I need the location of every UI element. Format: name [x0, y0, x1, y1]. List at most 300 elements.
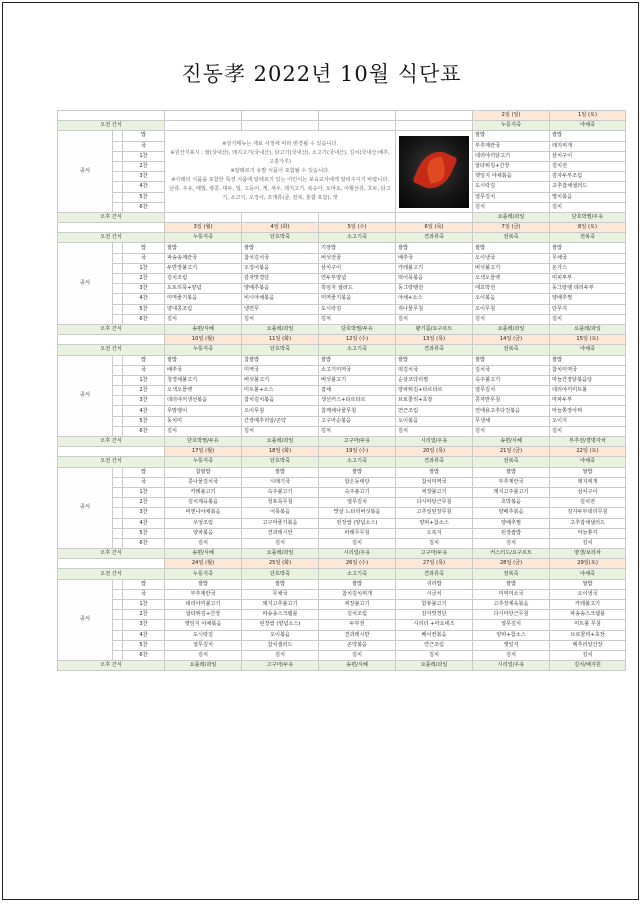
menu-cell: 도시락김: [473, 182, 550, 192]
meal-row: [58, 263, 626, 273]
menu-cell: 마늘간장닭볶음탕: [550, 375, 626, 385]
menu-cell: 쌀밥: [473, 579, 550, 589]
meal-label: 중식: [58, 467, 113, 549]
afternoon-snack-cell: 팥기름/요구르트: [396, 324, 473, 334]
dish-label: 국: [123, 365, 165, 375]
menu-cell: 부추계란국: [165, 589, 242, 599]
menu-cell: 도시락김: [319, 304, 396, 314]
afternoon-snack-cell: 시리얼/우유: [319, 549, 396, 559]
menu-cell: 찌장불고기: [319, 600, 396, 610]
dish-label: 6찬: [123, 650, 165, 660]
meal-row: [58, 518, 626, 528]
menu-cell: 멸치볶음: [550, 192, 626, 202]
afternoon-snack-cell: 요플레/과일: [242, 324, 319, 334]
morning-snack-cell: 단호박죽: [242, 569, 319, 579]
notice-line: ※원산지표시 : 쌀(국내산), 돼지고기(국내산), 닭고기(국내산), 소고기(국내산), 김치(국내산:배추, 고춧가루): [170, 150, 390, 166]
menu-cell: 감자맛경단: [242, 274, 319, 284]
menu-cell: 무채국: [242, 589, 319, 599]
menu-cell: 쌀밥: [473, 131, 550, 141]
date-cell: 2일 (일): [473, 111, 550, 121]
afternoon-snack-cell: 요플레/과일: [165, 661, 242, 671]
morning-snack-cell: 전복죽: [473, 345, 550, 355]
menu-cell: 배추국: [396, 253, 473, 263]
menu-cell: 순살코다리찜: [396, 375, 473, 385]
morning-snack-label: 오전 간식: [58, 457, 165, 467]
date-row-label: [58, 335, 165, 345]
menu-cell: 오이지: [550, 416, 626, 426]
meal-label: 중식: [58, 355, 113, 437]
afternoon-snack-label: 오후 간식: [58, 212, 165, 222]
meal-label: 중식: [58, 579, 113, 661]
menu-cell: 단무지: [550, 304, 626, 314]
morning-snack-cell: 누룽지죽: [165, 457, 242, 467]
dish-label: 2찬: [123, 386, 165, 396]
date-row-label: [58, 447, 165, 457]
row-spacer: [113, 386, 123, 396]
afternoon-snack-cell: 시리얼/우유: [396, 437, 473, 447]
menu-cell: 참치샐러드: [242, 640, 319, 650]
dish-label: 국: [123, 589, 165, 599]
row-spacer: [113, 640, 123, 650]
menu-cell: 파송송스크램블: [242, 610, 319, 620]
morning-snack-cell: [396, 121, 473, 131]
menu-cell: 쌀밥: [473, 467, 550, 477]
dish-label: 밥: [123, 467, 165, 477]
menu-cell: 김치: [396, 314, 473, 324]
menu-cell: 함봉불고기: [396, 600, 473, 610]
afternoon-snack-cell: 송편/식혜: [165, 549, 242, 559]
date-cell: 5일 (수): [319, 223, 396, 233]
row-spacer: [113, 314, 123, 324]
meal-row: [58, 304, 626, 314]
menu-cell: 김치: [473, 650, 550, 660]
morning-snack-cell: 누룽지죽: [165, 233, 242, 243]
afternoon-snack-cell: 요플레/과일: [396, 661, 473, 671]
afternoon-snack-cell: 커스터드/요구르트: [473, 549, 550, 559]
dish-label: 2찬: [123, 498, 165, 508]
menu-cell: 파래무무침: [319, 528, 396, 538]
menu-cell: 생선커스+타르타르: [319, 396, 396, 406]
afternoon-snack-row: [58, 212, 626, 222]
menu-cell: 김치전: [550, 498, 626, 508]
menu-cell: 도토리묵+양념: [165, 284, 242, 294]
row-spacer: [113, 263, 123, 273]
morning-snack-row: [58, 457, 626, 467]
row-spacer: [113, 294, 123, 304]
menu-cell: 쌀밥: [242, 579, 319, 589]
menu-cell: 동그랑땡 데리두부: [550, 284, 626, 294]
menu-cell: 오이냉국: [550, 589, 626, 599]
menu-cell: 김치: [550, 202, 626, 212]
menu-cell: 데리야끼닭고기: [473, 151, 550, 161]
menu-cell: 열무김치: [319, 498, 396, 508]
dish-label: 5찬: [123, 640, 165, 650]
menu-cell: 마늘쫑장아찌: [550, 406, 626, 416]
menu-cell: 된장쌈 (양념소스): [242, 620, 319, 630]
afternoon-snack-cell: 고구마/두유: [396, 549, 473, 559]
menu-cell: 삼치구이: [550, 151, 626, 161]
menu-cell: 김치: [319, 426, 396, 436]
menu-cell: 참치김치볶음: [242, 396, 319, 406]
menu-cell: 오이무침: [242, 406, 319, 416]
menu-cell: 고구마순볶음: [319, 416, 396, 426]
menu-cell: 김치: [473, 314, 550, 324]
date-row: [58, 111, 626, 121]
menu-cell: 쌀밥: [319, 355, 396, 365]
menu-cell: 쌀밥: [473, 243, 550, 253]
row-spacer: [113, 416, 123, 426]
menu-cell: 메추리알간장: [550, 640, 626, 650]
dish-label: 국: [123, 477, 165, 487]
dish-label: 1찬: [123, 263, 165, 273]
morning-snack-cell: 견과류죽: [396, 345, 473, 355]
menu-cell: 양배추찜: [550, 294, 626, 304]
menu-cell: 고추잡채샐러드: [550, 518, 626, 528]
afternoon-snack-cell: 고구마/두유: [242, 661, 319, 671]
afternoon-snack-cell: 요플레/과일: [473, 324, 550, 334]
dish-label: 1찬: [123, 600, 165, 610]
menu-cell: 버섯불고기: [319, 375, 396, 385]
afternoon-snack-row: [58, 437, 626, 447]
dish-label: 3찬: [123, 620, 165, 630]
meal-row: [58, 467, 626, 477]
menu-cell: 김치국: [473, 365, 550, 375]
date-cell: 1일 (토): [550, 111, 626, 121]
row-spacer: [113, 630, 123, 640]
row-spacer: [113, 192, 123, 202]
meal-row: [58, 508, 626, 518]
menu-cell: 된장쌈밥: [473, 528, 550, 538]
allergy-notice: [165, 131, 396, 213]
morning-snack-label: 오전 간식: [58, 345, 165, 355]
row-spacer: [113, 161, 123, 171]
dish-label: 2찬: [123, 610, 165, 620]
dish-label: 5찬: [123, 192, 165, 202]
menu-cell: 김치: [396, 650, 473, 660]
menu-cell: 부추계란국: [473, 141, 550, 151]
menu-cell: 참깨채나물무침: [319, 406, 396, 416]
meal-row: [58, 131, 626, 141]
date-cell: [165, 111, 242, 121]
menu-cell: 고추잡채샐러드: [550, 182, 626, 192]
afternoon-snack-cell: [165, 212, 242, 222]
row-spacer: [113, 477, 123, 487]
morning-snack-cell: 전복죽: [473, 457, 550, 467]
menu-cell: 김치: [165, 426, 242, 436]
afternoon-snack-label: 오후 간식: [58, 549, 165, 559]
dish-label: 1찬: [123, 487, 165, 497]
afternoon-snack-cell: 송편/식혜: [473, 437, 550, 447]
menu-cell: 돼지고추불고기: [242, 600, 319, 610]
date-cell: 20일 (목): [396, 447, 473, 457]
menu-cell: 오색오믈렛: [473, 274, 550, 284]
morning-snack-cell: 소고기죽: [319, 233, 396, 243]
menu-cell: 버섯전골: [319, 253, 396, 263]
morning-snack-cell: 전복죽: [550, 233, 626, 243]
morning-snack-cell: 견과류죽: [396, 233, 473, 243]
menu-cell: 김치: [165, 314, 242, 324]
menu-cell: 미트볼 무침: [550, 620, 626, 630]
meal-row: [58, 243, 626, 253]
menu-cell: 삼치구이: [319, 263, 396, 273]
meal-label: 중식: [58, 131, 113, 213]
meal-row: [58, 294, 626, 304]
row-spacer: [113, 131, 123, 141]
afternoon-snack-cell: 단호박찜/두유: [319, 324, 396, 334]
row-spacer: [113, 253, 123, 263]
menu-cell: 잡채: [319, 386, 396, 396]
menu-cell: 김치: [242, 426, 319, 436]
afternoon-snack-label: 오후 간식: [58, 324, 165, 334]
morning-snack-cell: [242, 121, 319, 131]
menu-cell: 양배추찜: [473, 518, 550, 528]
afternoon-snack-cell: 양갱/보리차: [550, 549, 626, 559]
date-cell: 6일 (목): [396, 223, 473, 233]
afternoon-snack-label: 오후 간식: [58, 437, 165, 447]
menu-cell: 무생채: [473, 416, 550, 426]
morning-snack-cell: 전복죽: [473, 569, 550, 579]
menu-cell: 김치: [550, 538, 626, 548]
row-spacer: [113, 396, 123, 406]
menu-cell: 열무김치: [473, 620, 550, 630]
date-cell: [396, 111, 473, 121]
menu-cell: 찹쌀밥: [165, 467, 242, 477]
dish-label: 1찬: [123, 375, 165, 385]
menu-cell: 떡김치국: [396, 365, 473, 375]
menu-cell: 카레불고기: [165, 487, 242, 497]
dish-label: 6찬: [123, 202, 165, 212]
menu-cell: 도시락김: [165, 630, 242, 640]
menu-cell: 깻잎지 야채볶음: [473, 172, 550, 182]
date-cell: 13일 (목): [396, 335, 473, 345]
menu-cell: 김치: [165, 538, 242, 548]
menu-cell: 브로콜리+초장: [396, 396, 473, 406]
menu-cell: 쌀밥: [550, 579, 626, 589]
row-spacer: [113, 365, 123, 375]
meal-row: [58, 477, 626, 487]
morning-snack-cell: 소고기죽: [319, 345, 396, 355]
row-spacer: [113, 600, 123, 610]
menu-cell: 배추국: [165, 365, 242, 375]
menu-cell: 연두부양념: [319, 274, 396, 284]
menu-cell: 청경채불고기: [165, 375, 242, 385]
menu-cell: 돼지고주불고기: [473, 487, 550, 497]
menu-cell: 김치조림: [165, 274, 242, 284]
dish-label: 1찬: [123, 151, 165, 161]
afternoon-snack-cell: 송편/식혜: [165, 324, 242, 334]
menu-cell: 알타튀김+간장: [473, 161, 550, 171]
menu-cell: 우엉조림: [165, 518, 242, 528]
menu-cell: 시금치: [396, 589, 473, 599]
menu-cell: 데리야끼미트볼: [550, 386, 626, 396]
date-cell: 14일 (금): [473, 335, 550, 345]
menu-cell: 오이볶음: [473, 294, 550, 304]
row-spacer: [113, 579, 123, 589]
menu-cell: 김치전: [550, 161, 626, 171]
menu-cell: 시리더 +마요네즈: [396, 620, 473, 630]
menu-cell: 무말랭이: [165, 406, 242, 416]
row-spacer: [113, 518, 123, 528]
afternoon-snack-label: 오후 간식: [58, 661, 165, 671]
menu-cell: 맛살 느타리버섯볶음: [319, 508, 396, 518]
menu-cell: 쌀밥: [396, 467, 473, 477]
menu-cell: 김치: [319, 650, 396, 660]
menu-cell: 찌장불고기: [396, 487, 473, 497]
date-row-label: [58, 559, 165, 569]
menu-cell: 귀리밥: [396, 579, 473, 589]
row-spacer: [113, 243, 123, 253]
menu-cell: 미역미소국: [473, 589, 550, 599]
morning-snack-row: [58, 345, 626, 355]
menu-cell: 청포묵무침: [242, 498, 319, 508]
meal-row: [58, 365, 626, 375]
menu-cell: 두반장불고기: [165, 263, 242, 273]
row-spacer: [113, 274, 123, 284]
dish-label: 밥: [123, 579, 165, 589]
row-spacer: [113, 498, 123, 508]
row-spacer: [113, 528, 123, 538]
date-cell: 28일 (금): [473, 559, 550, 569]
menu-cell: 쌀밥: [319, 467, 396, 477]
menu-cell: 견과레시반: [319, 630, 396, 640]
meal-row: [58, 498, 626, 508]
date-cell: 26일 (수): [319, 559, 396, 569]
dish-label: 3찬: [123, 172, 165, 182]
menu-cell: 함은동태탕: [319, 477, 396, 487]
menu-cell: 카레불고기: [550, 600, 626, 610]
notice-line: ※상기메뉴는 재료 사정에 따라 변경될 수 있습니다.: [221, 141, 339, 148]
menu-cell: 삼치구이: [550, 487, 626, 497]
menu-cell: 야채+소스: [396, 294, 473, 304]
morning-snack-cell: 단호박죽: [242, 233, 319, 243]
menu-cell: 참치김치찌개: [319, 589, 396, 599]
menu-cell: 쌀밥: [242, 467, 319, 477]
menu-cell: 쌀밥: [319, 579, 396, 589]
afternoon-snack-row: [58, 661, 626, 671]
menu-cell: 흑임자 샐러드: [319, 284, 396, 294]
menu-cell: 버섯불고기: [473, 263, 550, 273]
date-row: [58, 335, 626, 345]
menu-cell: 카레불고기: [396, 263, 473, 273]
meal-row: [58, 253, 626, 263]
menu-cell: 양배추볶음: [473, 508, 550, 518]
menu-cell: 고구마줄기볶음: [242, 518, 319, 528]
date-cell: 4일 (화): [242, 223, 319, 233]
dish-label: 4찬: [123, 406, 165, 416]
dish-label: 6찬: [123, 314, 165, 324]
afternoon-snack-cell: 시리얼/우유: [473, 661, 550, 671]
dish-label: 5찬: [123, 416, 165, 426]
meal-row: [58, 630, 626, 640]
row-spacer: [113, 508, 123, 518]
menu-cell: 김치조림: [319, 610, 396, 620]
menu-cell: 떡어묵볶음: [396, 274, 473, 284]
menu-cell: 미트볼+소스: [242, 386, 319, 396]
menu-cell: 김치: [396, 426, 473, 436]
menu-cell: 쌀밥: [550, 243, 626, 253]
menu-cell: 양파튀김+타르타르: [396, 386, 473, 396]
date-cell: 8일 (토): [550, 223, 626, 233]
menu-cell: 동치미: [165, 416, 242, 426]
meal-row: [58, 416, 626, 426]
morning-snack-cell: 야채죽: [550, 457, 626, 467]
menu-cell: 미역국: [242, 365, 319, 375]
menu-cell: 감자맛경단: [396, 610, 473, 620]
dish-label: 3찬: [123, 284, 165, 294]
date-cell: 24일 (월): [165, 559, 242, 569]
dish-label: 2찬: [123, 274, 165, 284]
afternoon-snack-cell: 송편/식혜: [319, 661, 396, 671]
meal-row: [58, 406, 626, 416]
date-row: [58, 223, 626, 233]
date-row: [58, 447, 626, 457]
morning-snack-label: 오전 간식: [58, 233, 165, 243]
menu-cell: 데리야끼생선볶음: [165, 396, 242, 406]
menu-cell: 김치: [550, 426, 626, 436]
menu-cell: 참치김치국: [242, 253, 319, 263]
menu-cell: 김치: [550, 314, 626, 324]
dish-label: 3찬: [123, 396, 165, 406]
afternoon-snack-cell: [319, 212, 396, 222]
menu-cell: 파송송계란국: [165, 253, 242, 263]
dish-label: 밥: [123, 355, 165, 365]
menu-cell: 쌀밥: [550, 467, 626, 477]
date-cell: 11일 (화): [242, 335, 319, 345]
date-row: [58, 559, 626, 569]
dish-label: 6찬: [123, 538, 165, 548]
menu-cell: 비엔나야채볶음: [165, 508, 242, 518]
menu-cell: 돼지찌개: [550, 141, 626, 151]
menu-cell: 베이컨볶음: [396, 630, 473, 640]
menu-cell: 기장밥: [319, 243, 396, 253]
menu-cell: 찹쌀밥: [242, 355, 319, 365]
menu-cell: 김치: [396, 538, 473, 548]
menu-cell: 김치: [319, 314, 396, 324]
morning-snack-cell: 야채죽: [550, 569, 626, 579]
menu-cell: 깻잎지 야채볶음: [165, 620, 242, 630]
menu-cell: 고추잎된장무침: [396, 508, 473, 518]
date-cell: 18일 (화): [242, 447, 319, 457]
menu-cell: 소고기미역국: [319, 365, 396, 375]
menu-cell: 숙주불고기: [473, 375, 550, 385]
menu-cell: 브로콜리+초장: [550, 630, 626, 640]
date-cell: 3일 (월): [165, 223, 242, 233]
menu-table: [57, 110, 626, 671]
morning-snack-cell: 야채죽: [550, 121, 626, 131]
menu-cell: 콩나물김치국: [165, 477, 242, 487]
meal-row: [58, 274, 626, 284]
afternoon-snack-cell: [242, 212, 319, 222]
afternoon-snack-cell: [396, 212, 473, 222]
menu-cell: 미역줄기볶음: [165, 294, 242, 304]
menu-cell: 오색오믈렛: [165, 386, 242, 396]
date-row-label: [58, 223, 165, 233]
date-cell: 19일 (수): [319, 447, 396, 457]
menu-cell: 파송송스크램블: [550, 610, 626, 620]
afternoon-snack-cell: 부추전/결명자차: [550, 437, 626, 447]
menu-cell: 참치미역국: [396, 477, 473, 487]
menu-cell: 쌀밥: [550, 355, 626, 365]
meal-row: [58, 284, 626, 294]
menu-cell: 오복지: [396, 528, 473, 538]
dish-label: 밥: [123, 243, 165, 253]
menu-cell: 감자두부데리무침: [550, 508, 626, 518]
menu-cell: 미역줄기볶음: [319, 294, 396, 304]
menu-cell: 냉면무: [242, 304, 319, 314]
afternoon-snack-cell: 고구마/두유: [319, 437, 396, 447]
dish-label: 국: [123, 141, 165, 151]
menu-cell: 숙주불고기: [242, 487, 319, 497]
